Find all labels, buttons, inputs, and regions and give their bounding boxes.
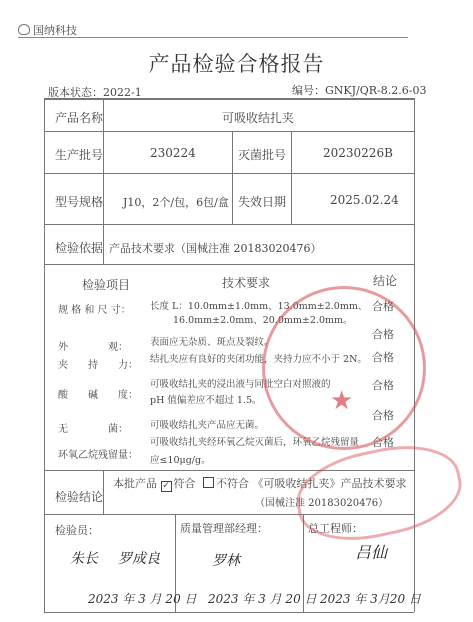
test-requirement: 可吸收结扎夹经环氧乙烷灭菌后，环氧乙烷残留量 xyxy=(150,437,360,448)
test-requirement: 可吸收结扎夹产品应无菌。 xyxy=(150,420,265,431)
test-requirement-cont: 应≤10μg/g。 xyxy=(150,455,211,466)
basis-value: 产品技术要求（国械注准 20183020476） xyxy=(109,242,322,255)
test-requirement: 结扎夹应有良好的夹闭功能，夹持力应不小于 2N。 xyxy=(150,354,367,365)
test-item: 外 观： xyxy=(58,342,128,353)
qa-manager-label: 质量管理部经理： xyxy=(180,522,268,535)
test-item: 无 菌： xyxy=(58,424,128,435)
seal-star-icon: ★ xyxy=(330,386,354,416)
conclusion-label: 检验结论 xyxy=(55,490,104,504)
test-requirement: 可吸收结扎夹的浸出液与同批空白对照液的 xyxy=(150,379,331,390)
col-divider xyxy=(291,131,292,224)
company-seal xyxy=(262,286,426,450)
col-divider xyxy=(232,131,233,224)
model-label: 型号规格 xyxy=(55,195,104,209)
test-requirement-header: 技术要求 xyxy=(222,276,271,290)
fail-checkbox xyxy=(203,477,214,488)
product-name-label: 产品名称 xyxy=(55,111,104,125)
pass-option-label: 符合 xyxy=(173,477,196,490)
sterilization-batch-label: 灭菌批号 xyxy=(238,148,287,162)
chief-engineer-label: 总工程师： xyxy=(308,522,363,535)
test-result-header: 结论 xyxy=(373,274,398,288)
table-border-top xyxy=(44,98,414,100)
sterilization-batch-value: 20230226B xyxy=(323,146,393,160)
test-requirement: 长度 L：10.0mm±1.0mm、13.0mm±2.0mm、 xyxy=(150,301,368,312)
inspector-label: 检验员： xyxy=(55,524,99,537)
conclusion-registration: （国械注准 20183020476） xyxy=(255,498,389,509)
model-value: J10，2个/包，6包/盒 xyxy=(123,196,229,209)
table-border-bottom xyxy=(44,612,414,613)
fail-option-label: 不符合 xyxy=(216,477,249,490)
conclusion-prefix: 本批产品 xyxy=(113,477,157,490)
inspector-date: 2023 年 3 月 20 日 xyxy=(88,592,197,606)
test-item: 规 格 和 尺 寸： xyxy=(58,305,131,316)
pass-checkbox: ✓ xyxy=(162,481,170,491)
company-name: 国纳科技 xyxy=(33,24,77,37)
expiry-label: 失效日期 xyxy=(238,195,287,209)
batch-label: 生产批号 xyxy=(55,148,104,162)
version-status: 版本状态：2022-1 xyxy=(48,86,142,99)
test-result: 合格 xyxy=(372,409,394,422)
qa-manager-signature: 罗林 xyxy=(212,553,240,569)
test-result: 合格 xyxy=(372,436,394,449)
test-requirement-cont: 16.0mm±2.0mm、20.0mm±2.0mm。 xyxy=(173,315,353,326)
logo-icon xyxy=(18,24,30,35)
row-divider xyxy=(44,131,414,132)
batch-value: 230224 xyxy=(150,146,196,160)
col-divider xyxy=(103,470,104,514)
conclusion-suffix: 《可吸收结扎夹》产品技术要求 xyxy=(252,477,407,490)
basis-label: 检验依据 xyxy=(55,241,104,255)
test-result: 合格 xyxy=(372,379,394,392)
row-divider xyxy=(44,264,414,265)
chief-engineer-signature: 吕仙 xyxy=(355,543,388,562)
inspector-signature-1: 朱长 xyxy=(70,551,98,567)
test-item-header: 检验项目 xyxy=(82,278,131,292)
row-divider xyxy=(44,224,414,225)
test-item: 酸 碱 度： xyxy=(58,390,138,401)
document-number: 编号：GNKJ/QR-8.2.6-03 xyxy=(292,84,427,97)
header-divider xyxy=(18,37,408,38)
inspector-signature-2: 罗成良 xyxy=(118,551,160,567)
test-result: 合格 xyxy=(372,328,394,341)
expiry-value: 2025.02.24 xyxy=(330,193,399,207)
chief-engineer-date: 2023 年 3月20 日 xyxy=(320,592,421,606)
test-result: 合格 xyxy=(372,300,394,313)
col-divider xyxy=(103,98,104,264)
test-result: 合格 xyxy=(372,351,394,364)
test-item: 环氧乙烷残留量： xyxy=(58,450,138,461)
product-name-value: 可吸收结扎夹 xyxy=(222,111,295,125)
table-border-left xyxy=(44,98,45,612)
test-requirement: 表面应无杂质、斑点及裂纹。 xyxy=(150,337,274,348)
test-item: 夹 持 力： xyxy=(58,360,138,371)
company-logo xyxy=(18,22,77,38)
test-requirement-cont: pH 值偏差应不超过 1.5。 xyxy=(150,395,262,406)
qa-manager-date: 2023 年 3 月 20 日 xyxy=(208,592,317,606)
row-divider xyxy=(44,173,414,174)
page-title: 产品检验合格报告 xyxy=(148,52,325,76)
